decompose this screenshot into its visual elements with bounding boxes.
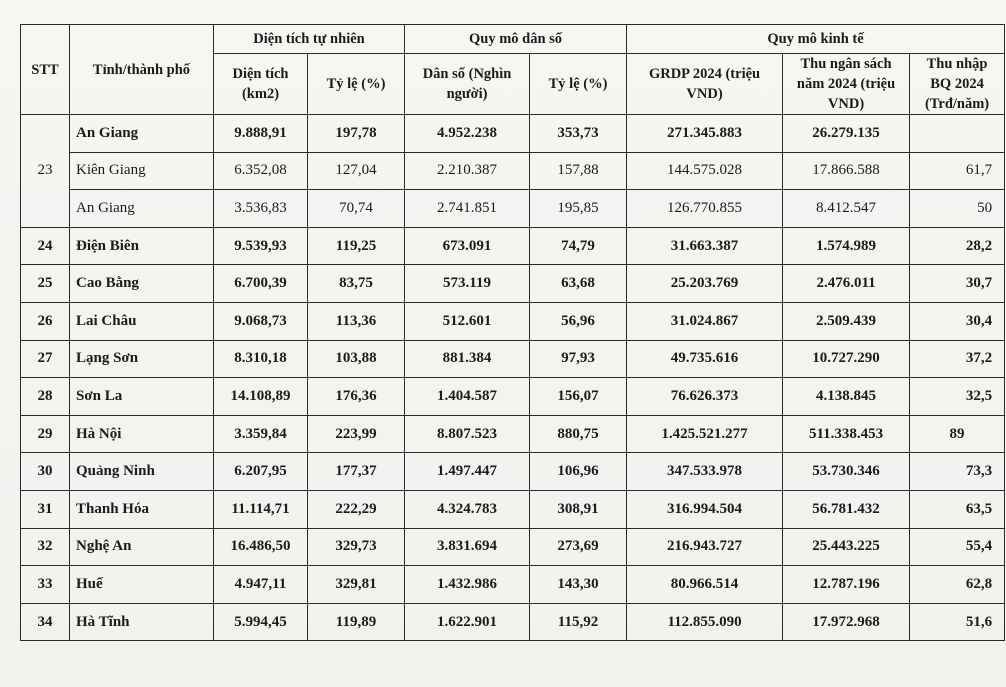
cell-area-ratio: 119,89 — [308, 603, 405, 641]
cell-grdp: 31.663.387 — [627, 227, 783, 265]
cell-population-ratio: 97,93 — [530, 340, 627, 378]
cell-area: 3.536,83 — [214, 190, 308, 228]
cell-income: 61,7 — [910, 152, 1005, 190]
cell-area-ratio: 70,74 — [308, 190, 405, 228]
cell-income: 28,2 — [910, 227, 1005, 265]
header-area: Diện tích (km2) — [214, 54, 308, 115]
table-row — [21, 152, 1005, 190]
header-province: Tỉnh/thành phố — [70, 25, 214, 115]
cell-area: 3.359,84 — [214, 415, 308, 453]
header-grdp: GRDP 2024 (triệu VND) — [627, 54, 783, 115]
cell-stt: 23 — [21, 115, 70, 228]
table-row — [21, 115, 1005, 153]
cell-area-ratio: 222,29 — [308, 490, 405, 528]
cell-budget: 12.787.196 — [783, 566, 910, 604]
header-population-group: Quy mô dân số — [405, 25, 627, 54]
cell-province: Cao Bằng — [70, 265, 214, 303]
table-header-row-group — [21, 25, 1005, 54]
table-row — [21, 566, 1005, 604]
cell-grdp: 25.203.769 — [627, 265, 783, 303]
cell-area: 9.888,91 — [214, 115, 308, 153]
cell-income: 30,7 — [910, 265, 1005, 303]
cell-province: Điện Biên — [70, 227, 214, 265]
cell-population-ratio: 106,96 — [530, 453, 627, 491]
cell-population-ratio: 115,92 — [530, 603, 627, 641]
cell-province: An Giang — [70, 115, 214, 153]
cell-area-ratio: 329,73 — [308, 528, 405, 566]
table-row — [21, 415, 1005, 453]
cell-population: 1.432.986 — [405, 566, 530, 604]
province-statistics-table — [20, 24, 1005, 641]
cell-budget: 4.138.845 — [783, 378, 910, 416]
header-population: Dân số (Nghìn người) — [405, 54, 530, 115]
cell-province: Nghệ An — [70, 528, 214, 566]
table-row — [21, 528, 1005, 566]
cell-population-ratio: 273,69 — [530, 528, 627, 566]
cell-area-ratio: 83,75 — [308, 265, 405, 303]
cell-population-ratio: 156,07 — [530, 378, 627, 416]
cell-stt: 27 — [21, 340, 70, 378]
cell-budget: 511.338.453 — [783, 415, 910, 453]
cell-budget: 25.443.225 — [783, 528, 910, 566]
cell-grdp: 1.425.521.277 — [627, 415, 783, 453]
cell-income: 32,5 — [910, 378, 1005, 416]
cell-area: 6.700,39 — [214, 265, 308, 303]
cell-population: 881.384 — [405, 340, 530, 378]
cell-area: 11.114,71 — [214, 490, 308, 528]
cell-population-ratio: 195,85 — [530, 190, 627, 228]
cell-province: Hà Nội — [70, 415, 214, 453]
cell-area: 5.994,45 — [214, 603, 308, 641]
header-economy-group: Quy mô kinh tế — [627, 25, 1005, 54]
cell-population: 1.622.901 — [405, 603, 530, 641]
cell-area: 4.947,11 — [214, 566, 308, 604]
table-row — [21, 378, 1005, 416]
cell-budget: 8.412.547 — [783, 190, 910, 228]
table-row — [21, 453, 1005, 491]
cell-stt: 26 — [21, 302, 70, 340]
cell-income: 30,4 — [910, 302, 1005, 340]
cell-population: 512.601 — [405, 302, 530, 340]
cell-population-ratio: 353,73 — [530, 115, 627, 153]
cell-stt: 30 — [21, 453, 70, 491]
cell-grdp: 49.735.616 — [627, 340, 783, 378]
cell-population: 2.210.387 — [405, 152, 530, 190]
cell-stt: 34 — [21, 603, 70, 641]
cell-grdp: 112.855.090 — [627, 603, 783, 641]
cell-area-ratio: 197,78 — [308, 115, 405, 153]
cell-population-ratio: 157,88 — [530, 152, 627, 190]
cell-stt: 25 — [21, 265, 70, 303]
cell-area-ratio: 223,99 — [308, 415, 405, 453]
header-population-ratio: Tỷ lệ (%) — [530, 54, 627, 115]
cell-area-ratio: 177,37 — [308, 453, 405, 491]
cell-budget: 10.727.290 — [783, 340, 910, 378]
cell-grdp: 31.024.867 — [627, 302, 783, 340]
cell-population: 1.497.447 — [405, 453, 530, 491]
cell-grdp: 216.943.727 — [627, 528, 783, 566]
cell-population: 673.091 — [405, 227, 530, 265]
cell-population: 4.952.238 — [405, 115, 530, 153]
cell-grdp: 144.575.028 — [627, 152, 783, 190]
cell-population-ratio: 74,79 — [530, 227, 627, 265]
cell-population-ratio: 143,30 — [530, 566, 627, 604]
cell-income: 62,8 — [910, 566, 1005, 604]
table-row — [21, 302, 1005, 340]
cell-population: 3.831.694 — [405, 528, 530, 566]
cell-area-ratio: 329,81 — [308, 566, 405, 604]
cell-area-ratio: 119,25 — [308, 227, 405, 265]
cell-area-ratio: 176,36 — [308, 378, 405, 416]
cell-province: Lạng Sơn — [70, 340, 214, 378]
table-row — [21, 603, 1005, 641]
table-row — [21, 490, 1005, 528]
cell-grdp: 76.626.373 — [627, 378, 783, 416]
cell-grdp: 80.966.514 — [627, 566, 783, 604]
table-row — [21, 227, 1005, 265]
cell-population-ratio: 308,91 — [530, 490, 627, 528]
cell-province: Thanh Hóa — [70, 490, 214, 528]
cell-population: 573.119 — [405, 265, 530, 303]
cell-income: 55,4 — [910, 528, 1005, 566]
cell-province: An Giang — [70, 190, 214, 228]
table-row — [21, 190, 1005, 228]
cell-grdp: 271.345.883 — [627, 115, 783, 153]
header-area-group: Diện tích tự nhiên — [214, 25, 405, 54]
cell-stt: 28 — [21, 378, 70, 416]
header-stt: STT — [21, 25, 70, 115]
cell-budget: 1.574.989 — [783, 227, 910, 265]
cell-area: 14.108,89 — [214, 378, 308, 416]
cell-stt: 33 — [21, 566, 70, 604]
cell-population-ratio: 880,75 — [530, 415, 627, 453]
cell-income: 51,6 — [910, 603, 1005, 641]
cell-province: Huế — [70, 566, 214, 604]
cell-income: 73,3 — [910, 453, 1005, 491]
cell-stt: 24 — [21, 227, 70, 265]
cell-area-ratio: 103,88 — [308, 340, 405, 378]
cell-grdp: 126.770.855 — [627, 190, 783, 228]
cell-area: 8.310,18 — [214, 340, 308, 378]
cell-population: 4.324.783 — [405, 490, 530, 528]
cell-stt: 31 — [21, 490, 70, 528]
cell-income — [910, 115, 1005, 153]
cell-population: 8.807.523 — [405, 415, 530, 453]
cell-income: 63,5 — [910, 490, 1005, 528]
cell-budget: 53.730.346 — [783, 453, 910, 491]
header-income: Thu nhập BQ 2024 (Trđ/năm) — [910, 54, 1005, 115]
cell-province: Sơn La — [70, 378, 214, 416]
cell-grdp: 347.533.978 — [627, 453, 783, 491]
cell-area: 6.352,08 — [214, 152, 308, 190]
cell-area-ratio: 127,04 — [308, 152, 405, 190]
cell-area-ratio: 113,36 — [308, 302, 405, 340]
cell-area: 9.539,93 — [214, 227, 308, 265]
cell-area: 6.207,95 — [214, 453, 308, 491]
header-budget: Thu ngân sách năm 2024 (triệu VND) — [783, 54, 910, 115]
cell-area: 9.068,73 — [214, 302, 308, 340]
cell-income: 89 — [910, 415, 1005, 453]
cell-income: 37,2 — [910, 340, 1005, 378]
cell-province: Lai Châu — [70, 302, 214, 340]
cell-budget: 17.972.968 — [783, 603, 910, 641]
cell-population: 1.404.587 — [405, 378, 530, 416]
cell-budget: 26.279.135 — [783, 115, 910, 153]
cell-province: Hà Tĩnh — [70, 603, 214, 641]
cell-grdp: 316.994.504 — [627, 490, 783, 528]
table-row — [21, 340, 1005, 378]
cell-income: 50 — [910, 190, 1005, 228]
cell-area: 16.486,50 — [214, 528, 308, 566]
cell-population: 2.741.851 — [405, 190, 530, 228]
cell-province: Quảng Ninh — [70, 453, 214, 491]
cell-budget: 2.476.011 — [783, 265, 910, 303]
cell-province: Kiên Giang — [70, 152, 214, 190]
cell-stt: 29 — [21, 415, 70, 453]
cell-budget: 56.781.432 — [783, 490, 910, 528]
cell-population-ratio: 63,68 — [530, 265, 627, 303]
cell-population-ratio: 56,96 — [530, 302, 627, 340]
cell-budget: 2.509.439 — [783, 302, 910, 340]
table-row — [21, 265, 1005, 303]
cell-budget: 17.866.588 — [783, 152, 910, 190]
header-area-ratio: Tỷ lệ (%) — [308, 54, 405, 115]
cell-stt: 32 — [21, 528, 70, 566]
